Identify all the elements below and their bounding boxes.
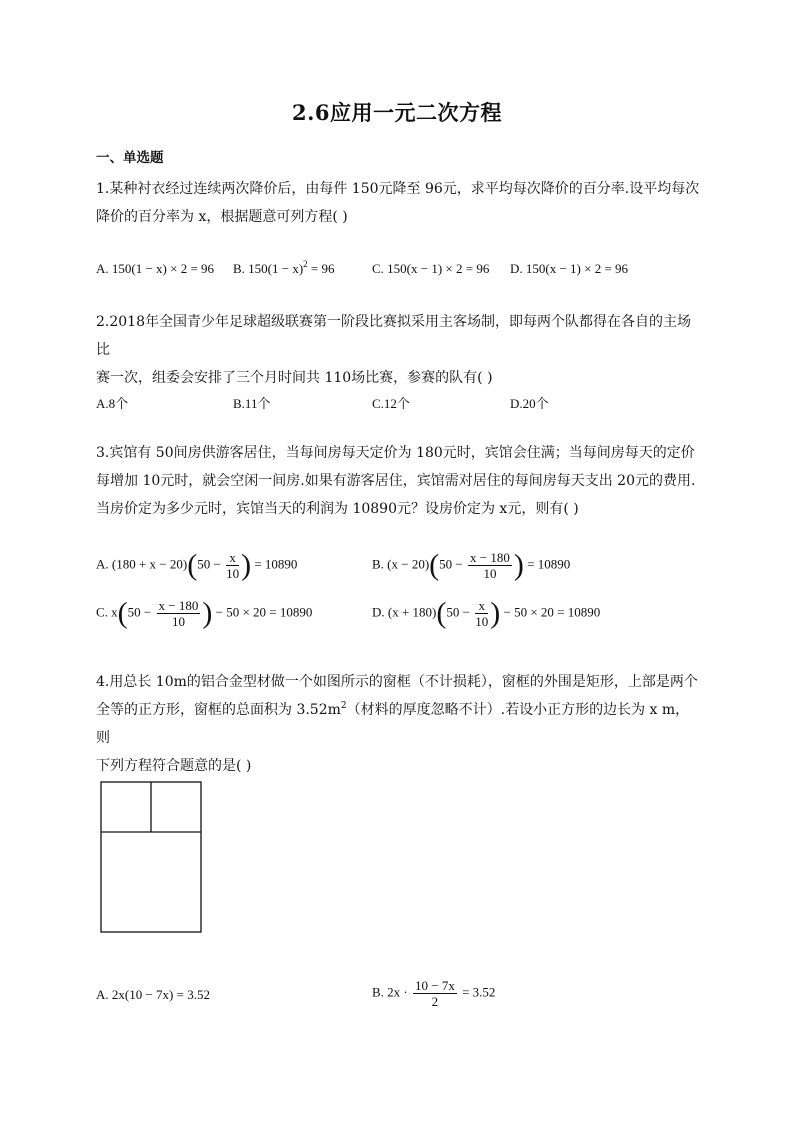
fraction-numerator: x − 180 [158,598,199,613]
question-4-line-2 [96,696,700,752]
q3-option-d-rhs: − 50 × 20 = 10890 [503,604,601,620]
q3-option-b-factor: B. (x − 20) [372,556,430,572]
q1-option-a[interactable]: A. 150(1 − x) × 2 = 96 [96,261,215,276]
question-1-text [96,175,700,231]
fraction-numerator: x − 180 [470,550,510,565]
q4-option-a[interactable]: A. 2x(10 − 7x) = 3.52 [96,987,210,1002]
q1-option-b-base: B. 150(1 − x) [233,261,304,276]
q3-option-a-term: 50 − [197,556,221,572]
q3-option-b-term: 50 − [439,556,463,572]
left-paren-glyph: ( [436,596,447,630]
q1-option-c[interactable]: C. 150(x − 1) × 2 = 96 [372,261,490,276]
section-heading: 一、单选题 [96,150,164,166]
question-4-line-2-start: 全等的正方形，窗框的总面积为 3.52m [96,702,341,718]
right-paren-glyph: ) [202,596,213,630]
q3-option-a-rhs: = 10890 [254,556,298,572]
q2-option-c[interactable]: C.12个 [372,396,410,411]
question-1-line-1: 1.某种衬衣经过连续两次降价后，由每件 150元降至 96元，求平均每次降价的百分率.设平均每次 [96,181,700,197]
left-paren-glyph: ( [117,596,128,630]
q3-option-d-term: 50 − [446,604,470,620]
area-unit-exponent: 2 [340,701,347,711]
fraction-numerator: 10 − 7x [415,978,455,993]
q3-option-c-term: 50 − [127,604,152,620]
fraction-numerator: x [226,550,239,566]
q2-option-b[interactable]: B.11个 [233,396,271,411]
question-4-text [96,668,700,780]
question-2-line-2: 赛一次，组委会安排了三个月时间共 110场比赛，参赛的队有( ) [96,370,493,386]
q1-option-d[interactable]: D. 150(x − 1) × 2 = 96 [510,261,629,276]
q3-option-a-fraction [226,550,239,581]
fraction-denominator: 2 [431,994,439,1009]
q3-option-c-factor: C. x [96,604,118,620]
question-3-line-2: 每增加 10元时，就会空闲一间房.如果有游客居住，宾馆需对居住的每间房每天支出 20元的费用. [96,473,696,489]
q4-option-b-factor: B. 2x · [372,984,408,1000]
q3-option-a[interactable] [96,550,297,581]
question-2-line-1: 2.2018年全国青少年足球超级联赛第一阶段比赛拟采用主客场制，即每两个队都得在各自的主场比 [96,314,691,358]
q1-option-b[interactable] [233,261,335,277]
question-1-line-2: 降价的百分率为 x，根据题意可列方程( ) [96,209,348,225]
question-2-text [96,308,700,392]
question-3-line-1: 3.宾馆有 50间房供游客居住，当每间房每天定价为 180元时，宾馆会住满；当每间房每天的定价 [96,445,695,461]
question-4-line-1: 4.用总长 10m的铝合金型材做一个如图所示的窗框（不计损耗），窗框的外围是矩形，上部是两个 [96,674,698,690]
q3-option-c[interactable] [96,598,312,629]
q3-option-a-factor: A. (180 + x − 20) [96,556,188,572]
left-paren-glyph: ( [429,548,440,582]
fraction-denominator: 10 [226,566,240,581]
q3-option-b-rhs: = 10890 [527,556,571,572]
q1-option-b-rhs: = 96 [307,261,335,276]
q4-option-b-rhs: = 3.52 [462,984,496,1000]
fraction-denominator: 10 [171,614,185,629]
q2-option-d[interactable]: D.20个 [510,396,549,411]
question-3-line-3: 当房价定为多少元时，宾馆当天的利润为 10890元？设房价定为 x元，则有( ) [96,501,579,517]
question-4-line-2-end: （材料的厚度忽略不计）.若设小正方形的边长为 x m，则 [96,702,690,746]
q3-option-d-factor: D. (x + 180) [372,604,437,620]
q3-option-d[interactable] [372,598,600,629]
left-paren-glyph: ( [187,548,198,582]
q4-option-b-fraction [413,978,457,1009]
right-paren-glyph: ) [513,548,524,582]
page-title: 2.6应用一元二次方程 [291,100,503,125]
question-3-text [96,439,700,523]
window-frame-diagram [100,781,202,933]
q2-option-a[interactable]: A.8个 [96,396,129,411]
question-4-line-3: 下列方程符合题意的是( ) [96,758,252,774]
fraction-denominator: 10 [483,566,497,581]
q3-option-b[interactable] [372,550,570,581]
q4-option-b[interactable] [372,978,495,1009]
q3-option-b-fraction [468,550,512,581]
fraction-numerator: x [475,598,488,614]
fraction-denominator: 10 [475,614,489,629]
q3-option-c-rhs: − 50 × 20 = 10890 [215,604,313,620]
q3-option-c-fraction [157,598,201,629]
right-paren-glyph: ) [241,548,252,582]
q1-option-b-exponent: 2 [303,259,308,269]
right-paren-glyph: ) [490,596,501,630]
q3-option-d-fraction [475,598,488,629]
